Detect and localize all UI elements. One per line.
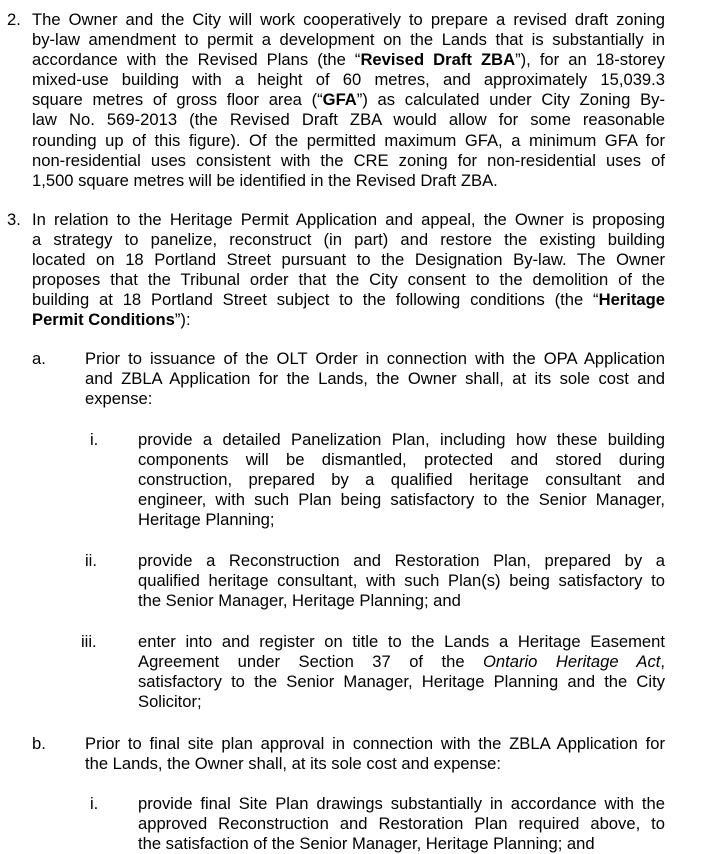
text-line: Prior to issuance of the OLT Order in connection with the OPA Application xyxy=(85,349,665,368)
text-line: qualified heritage consultant, with such Plan(s) being satisfactory to xyxy=(138,571,665,591)
text-line: Agreement under Section 37 of the Ontario Heritage Act, xyxy=(138,652,666,672)
text-line: the satisfaction of the Senior Manager, Heritage Planning; and xyxy=(138,834,595,854)
text-line: the Senior Manager, Heritage Planning; and xyxy=(138,591,461,611)
text-line: engineer, with such Plan being satisfactory to the Senior Manager, xyxy=(138,490,665,510)
text-line: rounding up of this figure). Of the permitted maximum GFA, a minimum GFA for xyxy=(32,130,665,150)
item-number: ii. xyxy=(85,551,97,570)
paragraph-3b-i xyxy=(138,794,665,854)
paragraph-3a-ii xyxy=(138,551,665,611)
text-line: 1,500 square metres will be identified in the Revised Draft ZBA. xyxy=(32,170,498,190)
defined-term: Revised Draft ZBA xyxy=(360,50,516,70)
paragraph-3 xyxy=(32,210,665,331)
text-line: by-law amendment to permit a development on the Lands that is substantially in xyxy=(32,30,665,50)
text-line: Heritage Planning; xyxy=(138,510,275,530)
text-line: construction, prepared by a qualified heritage consultant and xyxy=(138,470,665,490)
defined-term: Permit Conditions xyxy=(32,310,175,330)
defined-term: Heritage xyxy=(598,290,665,310)
text-line: mixed-use building with a height of 60 metres, and approximately 15,039.3 xyxy=(32,70,665,90)
text-line: The Owner and the City will work cooperatively to prepare a revised draft zoning xyxy=(32,10,665,29)
text-line: approved Reconstruction and Restoration Plan required above, to xyxy=(138,814,665,834)
text-line: Permit Conditions”): xyxy=(32,310,191,330)
item-number: i. xyxy=(90,430,99,449)
item-number: iii. xyxy=(81,632,97,651)
text-line: Solicitor; xyxy=(138,692,202,712)
text-line: square metres of gross floor area (“GFA”) as calculated under City Zoning By- xyxy=(32,90,665,110)
paragraph-2 xyxy=(32,10,665,191)
text-line: provide final Site Plan drawings substantially in accordance with the xyxy=(138,794,665,813)
text-line: a strategy to panelize, reconstruct (in part) and restore the existing building xyxy=(32,230,665,250)
item-number: 2. xyxy=(7,10,21,29)
text-line: the Lands, the Owner shall, at its sole cost and expense: xyxy=(85,754,502,774)
text-line: non-residential uses consistent with the CRE zoning for non-residential uses of xyxy=(32,150,665,170)
item-number: 3. xyxy=(7,210,21,229)
paragraph-3b xyxy=(85,734,665,774)
text-line: provide a Reconstruction and Restoration Plan, prepared by a xyxy=(138,551,665,570)
text-line: components will be dismantled, protected and stored during xyxy=(138,450,665,470)
text-line: expense: xyxy=(85,389,153,409)
defined-term: GFA xyxy=(322,90,357,110)
paragraph-3a-i xyxy=(138,430,665,530)
text-line: In relation to the Heritage Permit Application and appeal, the Owner is proposing xyxy=(32,210,665,229)
text-line: building at 18 Portland Street subject to the following conditions (the “Heritage xyxy=(32,290,665,310)
paragraph-3a xyxy=(85,349,665,409)
text-line: and ZBLA Application for the Lands, the Owner shall, at its sole cost and xyxy=(85,369,665,389)
text-line: satisfactory to the Senior Manager, Heritage Planning and the City xyxy=(138,672,665,692)
text-line: provide a detailed Panelization Plan, including how these building xyxy=(138,430,665,449)
text-line: enter into and register on title to the Lands a Heritage Easement xyxy=(138,632,665,651)
statute-title: Ontario Heritage Act xyxy=(483,652,661,672)
item-number: i. xyxy=(90,794,99,813)
item-number: a. xyxy=(32,349,46,368)
item-number: b. xyxy=(32,734,46,753)
text-line: accordance with the Revised Plans (the “Revised Draft ZBA”), for an 18-storey xyxy=(32,50,665,70)
text-line: Prior to final site plan approval in connection with the ZBLA Application for xyxy=(85,734,665,753)
text-line: law No. 569-2013 (the Revised Draft ZBA would allow for some reasonable xyxy=(32,110,665,130)
text-line: proposes that the Tribunal order that the City consent to the demolition of the xyxy=(32,270,665,290)
text-line: located on 18 Portland Street pursuant to the Designation By-law. The Owner xyxy=(32,250,665,270)
paragraph-3a-iii xyxy=(138,632,665,712)
